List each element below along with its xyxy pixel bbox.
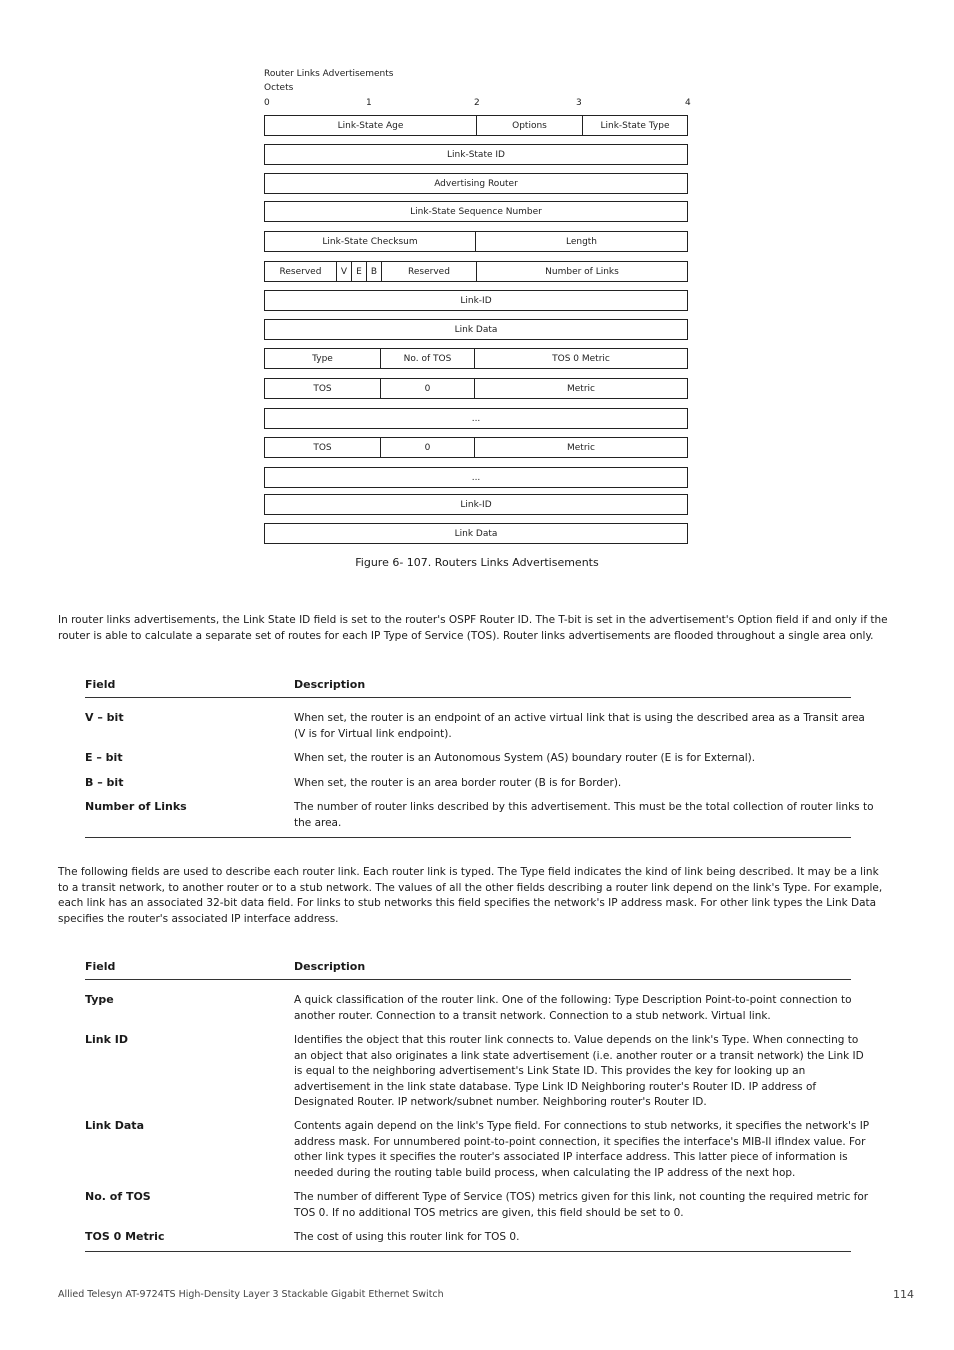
field-link-id: Link-ID: [264, 290, 688, 311]
intro-paragraph: In router links advertisements, the Link State ID field is set to the router's OSPF Router ID. The T-bit is set in the advertisement's Option field if and only if the router is able to calculate a separate set of routes for each IP Type of Service (TOS). Router links advertisements are flooded throughout a single area only.: [58, 614, 888, 642]
octet-tick-4: 4: [685, 98, 691, 108]
packet-row: [264, 261, 688, 282]
table-rule: [85, 1251, 851, 1252]
packet-row: [264, 290, 688, 311]
table-header-field: Field: [85, 678, 116, 691]
table-row-description: The number of different Type of Service (TOS) metrics given for this link, not counting the required metric for TOS 0. If no additional TOS metrics are given, this field should be set to 0.: [294, 1191, 869, 1219]
table-row-description: When set, the router is an Autonomous System (AS) boundary router (E is for External).: [294, 752, 756, 764]
table-row-field: V – bit: [85, 711, 124, 724]
octet-tick-2: 2: [474, 98, 480, 108]
field-link-state-type: Link-State Type: [582, 115, 688, 136]
table-row-field: Link ID: [85, 1033, 128, 1046]
table-row-field: Number of Links: [85, 800, 187, 813]
page-number: 114: [893, 1288, 914, 1301]
field-link-data: Link Data: [264, 523, 688, 544]
table-row-description: A quick classification of the router link. One of the following: Type Description Point-to-point connection to another router. Connection to a transit network. Connection to a stub network. Virtual link.: [294, 994, 852, 1022]
field-ellipsis: ...: [264, 467, 688, 488]
table-row-description: The number of router links described by this advertisement. This must be the total collection of router links to the area.: [294, 801, 874, 829]
footer-product-name: Allied Telesyn AT-9724TS High-Density Layer 3 Stackable Gigabit Ethernet Switch: [58, 1289, 444, 1300]
field-zero: 0: [380, 437, 475, 458]
table-row-description: When set, the router is an endpoint of an active virtual link that is using the described area as a Transit area (V is for Virtual link endpoint).: [294, 712, 865, 740]
octet-tick-1: 1: [366, 98, 372, 108]
field-tos0-metric: TOS 0 Metric: [474, 348, 688, 369]
field-b-bit: B: [366, 261, 382, 282]
table-rule: [85, 837, 851, 838]
field-metric: Metric: [474, 437, 688, 458]
table-header-field: Field: [85, 960, 116, 973]
table-row-description: When set, the router is an area border router (B is for Border).: [294, 777, 622, 789]
field-reserved: Reserved: [381, 261, 477, 282]
packet-row: [264, 348, 688, 369]
field-sequence-number: Link-State Sequence Number: [264, 201, 688, 222]
table-row-field: TOS 0 Metric: [85, 1230, 165, 1243]
octet-tick-3: 3: [576, 98, 582, 108]
packet-row: [264, 408, 688, 429]
table-row-description: Contents again depend on the link's Type field. For connections to stub networks, it specifies the network's IP address mask. For unnumbered point-to-point connection, it specifies the interface's MIB-II ifIndex value. For other link types it specifies the router's associated IP interface address. This latter piece of information is needed during the routing table build process, when calculating the IP address of the next hop.: [294, 1120, 870, 1179]
field-no-of-tos: No. of TOS: [380, 348, 475, 369]
field-tos: TOS: [264, 378, 381, 399]
field-type: Type: [264, 348, 381, 369]
figure-caption: Figure 6- 107. Routers Links Advertisements: [355, 556, 599, 569]
field-v-bit: V: [336, 261, 352, 282]
table-row-field: No. of TOS: [85, 1190, 151, 1203]
packet-row: [264, 467, 688, 488]
packet-row: [264, 231, 688, 252]
packet-row: [264, 319, 688, 340]
field-e-bit: E: [351, 261, 367, 282]
field-length: Length: [475, 231, 688, 252]
field-metric: Metric: [474, 378, 688, 399]
packet-row: [264, 494, 688, 515]
octet-tick-0: 0: [264, 98, 270, 108]
packet-row: [264, 201, 688, 222]
table-row-description: The cost of using this router link for TOS 0.: [294, 1231, 520, 1243]
table-header-description: Description: [294, 678, 366, 691]
field-checksum: Link-State Checksum: [264, 231, 476, 252]
table-rule: [85, 979, 851, 980]
field-ellipsis: ...: [264, 408, 688, 429]
table-row-field: E – bit: [85, 751, 123, 764]
middle-paragraph: The following fields are used to describe each router link. Each router link is typed. The Type field indicates the kind of link being described. It may be a link to a transit network, to another router or to a stub network. The values of all the other fields describing a router link depend on the link's Type. For example, each link has an associated 32-bit data field. For links to stub networks this field specifies the network's IP address mask. For other link types the Link Data specifies the router's associated IP interface address.: [58, 866, 883, 925]
field-tos: TOS: [264, 437, 381, 458]
packet-row: [264, 378, 688, 399]
field-reserved: Reserved: [264, 261, 337, 282]
table-header-description: Description: [294, 960, 366, 973]
field-link-state-age: Link-State Age: [264, 115, 477, 136]
field-options: Options: [476, 115, 583, 136]
field-number-of-links: Number of Links: [476, 261, 688, 282]
figure-title: Router Links Advertisements: [264, 69, 394, 79]
packet-row: [264, 437, 688, 458]
packet-row: [264, 173, 688, 194]
field-link-id: Link-ID: [264, 494, 688, 515]
table-row-field: Type: [85, 993, 114, 1006]
field-link-data: Link Data: [264, 319, 688, 340]
packet-row: [264, 115, 688, 136]
table-row-description: Identifies the object that this router link connects to. Value depends on the link's Type. When connecting to an object that also originates a link state advertisement (i.e. another router or a transit network) the Link ID is equal to the neighboring advertisement's Link State ID. This provides the key for looking up an advertisement in the link state database. Type Link ID Neighboring router's Router ID. IP address of Designated Router. IP network/subnet number. Neighboring router's Router ID.: [294, 1034, 864, 1108]
table-row-field: B – bit: [85, 776, 124, 789]
packet-row: [264, 144, 688, 165]
table-rule: [85, 697, 851, 698]
octets-label: Octets: [264, 83, 294, 93]
field-zero: 0: [380, 378, 475, 399]
field-link-state-id: Link-State ID: [264, 144, 688, 165]
table-row-field: Link Data: [85, 1119, 144, 1132]
field-advertising-router: Advertising Router: [264, 173, 688, 194]
packet-row: [264, 523, 688, 544]
